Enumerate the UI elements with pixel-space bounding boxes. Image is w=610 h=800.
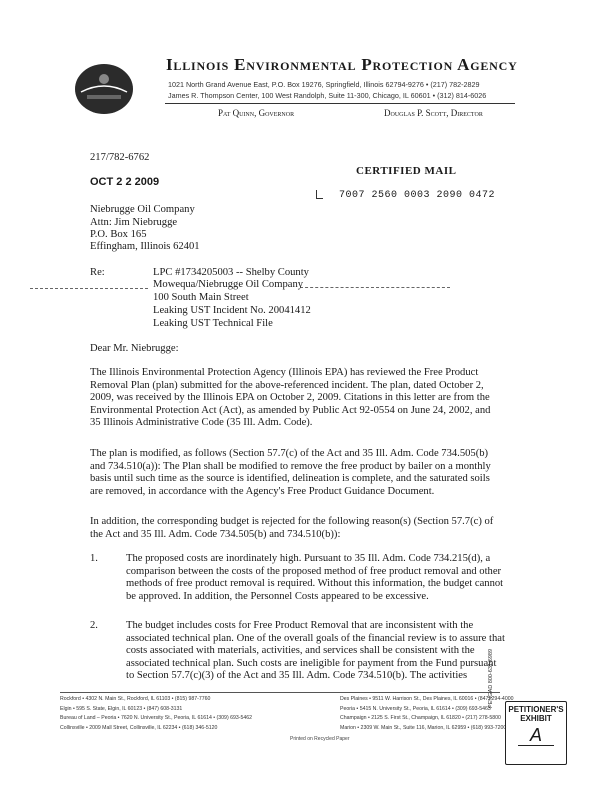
footer-office: Champaign • 2125 S. First St., Champaign, IL 61820 • (217) 278-5800	[340, 715, 501, 721]
item-1-line: methods of free product removal is required. Without this information, the budget cannot	[126, 578, 504, 590]
re-line-4: Leaking UST Incident No. 20041412	[153, 305, 311, 316]
address-line-1: 1021 North Grand Avenue East, P.O. Box 19276, Springfield, Illinois 62794-9276 • (217) 782-2829	[168, 80, 480, 89]
paragraph-2-line: and 734.510(a)): The Plan shall be modified to remove the free product by bailer on a monthly	[90, 460, 491, 472]
paragraph-3-line: In addition, the corresponding budget is rejected for the following reason(s) (Section 57.7(c) of	[90, 516, 494, 527]
re-line-2: Mowequa/Niebrugge Oil Company	[153, 279, 304, 290]
paragraph-1-line: 35 Illinois Administrative Code (35 Ill. Adm. Code).	[90, 417, 313, 429]
paragraph-2-line: are removed, in accordance with the Agency's Free Product Guidance Document.	[90, 485, 435, 497]
footer-office: Marion • 2309 W. Main St., Suite 116, Marion, IL 62959 • (618) 993-7200	[340, 724, 507, 731]
item-1-line: The proposed costs are inordinately high. Pursuant to 35 Ill. Adm. Code 734.215(d), a	[126, 553, 491, 564]
letterhead-rule	[165, 103, 515, 104]
footer-rule	[60, 692, 500, 693]
re-label: Re:	[90, 267, 105, 278]
item-1-line: be approved. In addition, the Personnel Costs appeared to be excessive.	[126, 590, 429, 602]
item-2-line: associated technical plan. One of the overall goals of the financial review is to assure that	[126, 632, 505, 644]
recipient-line-4: Effingham, Illinois 62401	[90, 241, 200, 252]
item-2-number: 2.	[90, 620, 98, 631]
paragraph-1-line: The Illinois Environmental Protection Agency (Illinois EPA) has reviewed the Free Product	[90, 367, 479, 378]
exhibit-letter: A	[518, 725, 554, 746]
salutation: Dear Mr. Niebrugge:	[90, 343, 179, 354]
scan-artifact-dashes	[30, 288, 148, 289]
pengad-code: PENGAD 800-631-6989	[488, 648, 494, 708]
paragraph-1	[90, 367, 490, 430]
item-1-line: comparison between the costs of the proposed method of free product removal and other	[126, 565, 502, 577]
paragraph-3	[90, 516, 493, 541]
recipient-line-3: P.O. Box 165	[90, 229, 147, 240]
scan-artifact-dashes-right	[300, 287, 450, 288]
tracking-bracket	[316, 190, 323, 199]
tracking-number: 7007 2560 0003 2090 0472	[339, 190, 496, 201]
recycled-paper-note: Printed on Recycled Paper	[290, 736, 350, 742]
footer-office: Collinsville • 2009 Mall Street, Collinsville, IL 62234 • (618) 346-5120	[60, 724, 218, 731]
re-line-5: Leaking UST Technical File	[153, 318, 273, 329]
recipient-line-1: Niebrugge Oil Company	[90, 204, 195, 215]
item-1-number: 1.	[90, 553, 98, 564]
paragraph-1-line: 2009, was received by the Illinois EPA on October 2, 2009. Citations in this letter are from the	[90, 392, 490, 404]
footer-left	[60, 695, 252, 733]
footer-office: Bureau of Land – Peoria • 7620 N. University St., Peoria, IL 61614 • (309) 693-5462	[60, 715, 253, 721]
paragraph-1-line: Environmental Protection Act (Act), as amended by Public Act 92-0554 on June 24, 2002, and	[90, 404, 491, 416]
certified-mail-label: CERTIFIED MAIL	[356, 165, 457, 177]
item-2-line: associated technical plan. Such costs are ineligible for payment from the Fund pursuant	[126, 657, 497, 669]
director-name: Douglas P. Scott, Director	[384, 108, 483, 118]
item-2-text	[126, 620, 505, 683]
footer-office: Elgin • 595 S. State, Elgin, IL 60123 • (847) 608-3131	[60, 705, 183, 712]
paragraph-2-line: The plan is modified, as follows (Section 57.7(c) of the Act and 35 Ill. Adm. Code 734.505(b)	[90, 448, 489, 459]
footer-office: Des Plaines • 9511 W. Harrison St., Des Plaines, IL 60016 • (847) 294-4000	[340, 696, 514, 702]
phone-number: 217/782-6762	[90, 152, 150, 163]
item-2-line: costs associated with materials, activities, and services shall be consistent with the	[126, 645, 475, 657]
exhibit-sticker	[505, 701, 567, 765]
re-line-3: 100 South Main Street	[153, 292, 249, 303]
item-2-line: to Section 57.7(c)(3) of the Act and 35 Ill. Adm. Code 734.510(b). The activities	[126, 670, 468, 682]
agency-name: Illinois Environmental Protection Agency	[166, 55, 518, 74]
date-stamp: OCT 2 2 2009	[90, 176, 160, 188]
recipient-line-2: Attn: Jim Niebrugge	[90, 217, 178, 228]
re-line-1: LPC #1734205003 -- Shelby County	[153, 267, 309, 278]
item-2-line: The budget includes costs for Free Product Removal that are inconsistent with the	[126, 620, 474, 631]
paragraph-2-line: basis until such time as the source is identified, delineation is complete, and the saturated soils	[90, 473, 490, 485]
exhibit-title: PETITIONER'S EXHIBIT	[508, 705, 564, 723]
paragraph-3-line: the Act and 35 Ill. Adm. Code 734.505(b) and 734.510(b)):	[90, 528, 341, 540]
governor-name: Pat Quinn, Governor	[218, 108, 295, 118]
address-line-2: James R. Thompson Center, 100 West Randolph, Suite 11-300, Chicago, IL 60601 • (312) 814-6026	[168, 91, 487, 100]
item-1-text	[126, 553, 503, 603]
footer-office: Peoria • 5415 N. University St., Peoria, IL 61614 • (309) 693-5463	[340, 705, 491, 712]
paragraph-1-line: Removal Plan (plan) submitted for the above-referenced incident. The plan, dated October 2,	[90, 379, 484, 391]
footer-office: Rockford • 4302 N. Main St., Rockford, IL 61103 • (815) 987-7760	[60, 696, 211, 702]
agency-seal-logo	[73, 62, 135, 116]
paragraph-2	[90, 448, 491, 498]
